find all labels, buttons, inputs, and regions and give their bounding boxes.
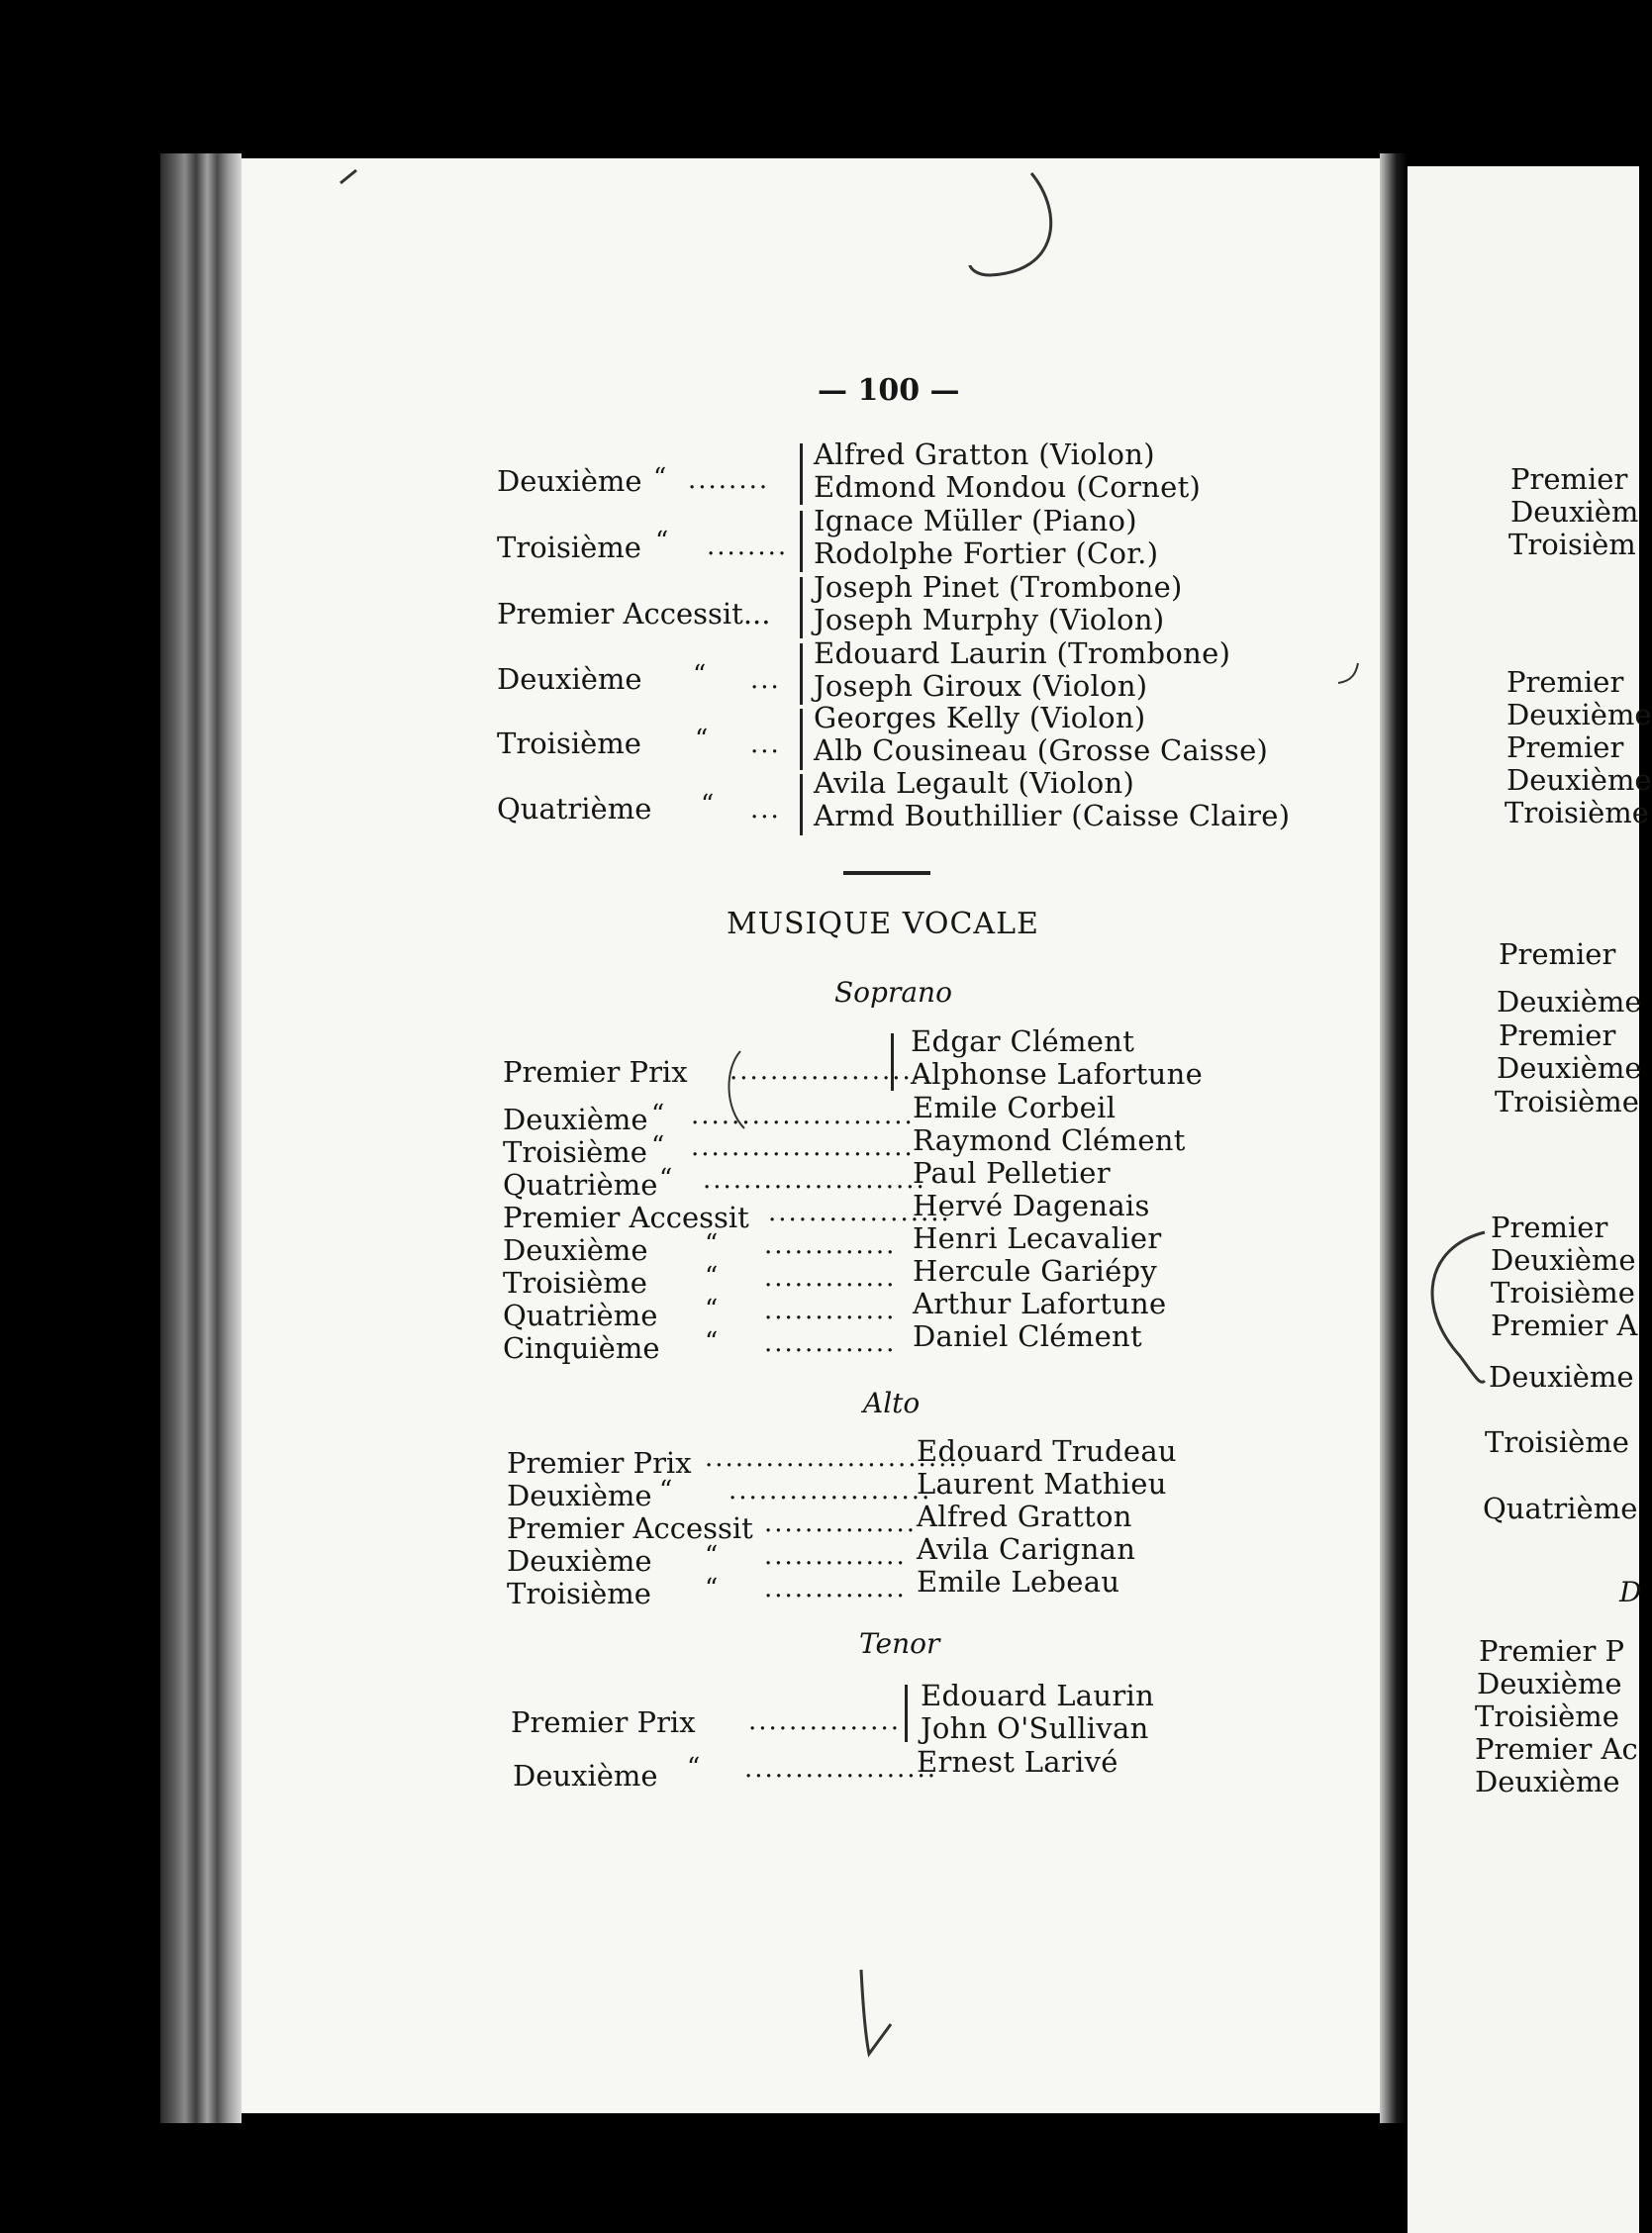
rank-label: Troisième bbox=[497, 727, 641, 760]
rank-label: Deuxième bbox=[503, 1103, 648, 1136]
winner-name: Emile Corbeil bbox=[913, 1091, 1117, 1124]
facing-line: Quatrième bbox=[1483, 1492, 1638, 1525]
brace bbox=[800, 643, 813, 705]
facing-line: Premier bbox=[1499, 1019, 1616, 1052]
winner-name: Henri Lecavalier bbox=[913, 1221, 1162, 1255]
winner-name: Alfred Gratton bbox=[917, 1500, 1132, 1533]
ditto-mark: “ bbox=[695, 725, 709, 754]
ditto-mark: “ bbox=[659, 1476, 673, 1505]
winner-name: Rodolphe Fortier (Cor.) bbox=[814, 536, 1159, 570]
winner-name: Arthur Lafortune bbox=[913, 1287, 1167, 1320]
subsection-heading: Soprano bbox=[834, 976, 952, 1009]
facing-line: Deuxième bbox=[1506, 763, 1652, 797]
leader-dots: ........ bbox=[707, 532, 789, 561]
leader-dots: .............. bbox=[764, 1574, 907, 1603]
winner-name: Georges Kelly (Violon) bbox=[814, 701, 1146, 734]
leader-dots: .............. bbox=[764, 1541, 907, 1571]
winner-name: Joseph Murphy (Violon) bbox=[814, 603, 1165, 636]
subsection-heading: Tenor bbox=[859, 1627, 940, 1660]
winner-name: Ignace Müller (Piano) bbox=[814, 504, 1137, 537]
facing-line: Troisième bbox=[1475, 1699, 1619, 1733]
facing-line: Troisièm bbox=[1508, 528, 1636, 561]
winner-name: Avila Carignan bbox=[917, 1532, 1136, 1566]
section-divider bbox=[843, 871, 930, 875]
ditto-mark: “ bbox=[705, 1295, 719, 1324]
leader-dots: ............. bbox=[764, 1328, 897, 1358]
brace bbox=[800, 577, 813, 638]
winner-name: Avila Legault (Violon) bbox=[814, 766, 1135, 800]
leader-dots: ...................... bbox=[691, 1132, 915, 1162]
ditto-mark: “ bbox=[651, 1100, 665, 1129]
winner-name: Hervé Dagenais bbox=[913, 1189, 1150, 1222]
winner-name: Raymond Clément bbox=[913, 1123, 1186, 1157]
facing-line: D bbox=[1619, 1576, 1642, 1608]
ditto-mark: “ bbox=[705, 1229, 719, 1259]
rank-label: Troisième bbox=[503, 1266, 647, 1300]
rank-label: Premier Prix bbox=[511, 1705, 696, 1739]
winner-name: Hercule Gariépy bbox=[913, 1254, 1158, 1288]
ditto-mark: “ bbox=[705, 1541, 719, 1571]
rank-label: Deuxième bbox=[507, 1544, 652, 1578]
leader-dots: ............. bbox=[764, 1263, 897, 1293]
rank-label: Cinquième bbox=[503, 1331, 660, 1365]
winner-name: Paul Pelletier bbox=[913, 1156, 1111, 1190]
facing-line: Troisième bbox=[1491, 1276, 1635, 1310]
ditto-mark: “ bbox=[705, 1327, 719, 1357]
leader-dots: ...................... bbox=[703, 1165, 926, 1195]
rank-label: Quatrième bbox=[503, 1299, 658, 1332]
rank-label: Deuxième bbox=[513, 1759, 658, 1793]
winner-name: Alphonse Lafortune bbox=[911, 1057, 1204, 1091]
facing-line: Deuxième bbox=[1497, 985, 1642, 1019]
facing-line: Premier Ac bbox=[1475, 1732, 1638, 1766]
rank-label: Deuxième bbox=[503, 1233, 648, 1267]
ditto-mark: “ bbox=[655, 527, 669, 556]
leader-dots: ............. bbox=[764, 1230, 897, 1260]
leader-dots: ............. bbox=[764, 1296, 897, 1325]
facing-line: Premier P bbox=[1479, 1634, 1625, 1668]
ditto-mark: “ bbox=[705, 1262, 719, 1292]
winner-name: Alb Cousineau (Grosse Caisse) bbox=[814, 733, 1269, 767]
rank-label: Troisième bbox=[497, 531, 641, 564]
leader-dots: ............... bbox=[764, 1508, 917, 1538]
facing-line: Premier bbox=[1506, 730, 1624, 764]
facing-line: Premier bbox=[1510, 462, 1628, 496]
book-gutter bbox=[1380, 153, 1408, 2123]
rank-label: Troisième bbox=[507, 1577, 651, 1610]
rank-label: Deuxième bbox=[497, 662, 642, 696]
winner-name: Emile Lebeau bbox=[917, 1565, 1120, 1599]
facing-line: Deuxième bbox=[1491, 1243, 1636, 1277]
ditto-mark: “ bbox=[693, 660, 707, 690]
facing-line: Deuxième bbox=[1506, 698, 1652, 731]
leader-dots: ........ bbox=[688, 465, 770, 495]
leader-dots: ... bbox=[750, 729, 781, 759]
facing-line: Premier bbox=[1499, 937, 1616, 971]
brace bbox=[891, 1033, 904, 1091]
rank-label: Premier Prix bbox=[503, 1055, 688, 1089]
facing-line: Troisième bbox=[1495, 1085, 1639, 1118]
rank-label: Premier Prix bbox=[507, 1446, 692, 1480]
ditto-mark: “ bbox=[653, 463, 667, 493]
brace bbox=[800, 709, 813, 770]
facing-line: Deuxième bbox=[1497, 1051, 1642, 1085]
brace bbox=[800, 774, 813, 835]
facing-line: Deuxièm bbox=[1510, 495, 1639, 529]
leader-dots: .................... bbox=[729, 1476, 932, 1505]
facing-line: Premier A bbox=[1491, 1309, 1638, 1342]
facing-line: Troisième bbox=[1485, 1425, 1629, 1459]
winner-name: Edgar Clément bbox=[911, 1024, 1135, 1058]
facing-line: Troisième bbox=[1505, 796, 1649, 829]
winner-name: Daniel Clément bbox=[913, 1319, 1142, 1353]
facing-line: Premier bbox=[1506, 665, 1624, 699]
rank-label: Premier Accessit bbox=[503, 1201, 749, 1234]
page-number: — 100 — bbox=[818, 373, 960, 408]
rank-label: Quatrième bbox=[497, 792, 652, 825]
leader-dots: ................... bbox=[744, 1754, 938, 1784]
winner-name: Edmond Mondou (Cornet) bbox=[814, 470, 1202, 504]
facing-line: Deuxième bbox=[1475, 1765, 1620, 1798]
ditto-mark: “ bbox=[659, 1164, 673, 1194]
facing-line: Deuxième bbox=[1477, 1667, 1622, 1700]
winner-name: Edouard Laurin bbox=[921, 1679, 1155, 1712]
ditto-mark: “ bbox=[651, 1131, 665, 1161]
facing-line: Premier bbox=[1491, 1211, 1608, 1244]
winner-name: Joseph Giroux (Violon) bbox=[814, 669, 1148, 703]
winner-name: Edouard Trudeau bbox=[917, 1434, 1177, 1468]
winner-name: Armd Bouthillier (Caisse Claire) bbox=[814, 799, 1291, 832]
winner-name: Edouard Laurin (Trombone) bbox=[814, 636, 1231, 670]
rank-label: Troisième bbox=[503, 1135, 647, 1169]
facing-line: Deuxième bbox=[1489, 1360, 1634, 1394]
ditto-mark: “ bbox=[687, 1753, 701, 1783]
brace bbox=[905, 1685, 918, 1742]
subsection-heading: Alto bbox=[863, 1387, 921, 1419]
leader-dots: .................. bbox=[768, 1198, 951, 1227]
leader-dots: .......................... bbox=[705, 1443, 969, 1473]
section-title: MUSIQUE VOCALE bbox=[727, 907, 1039, 941]
leader-dots: .................... bbox=[729, 1056, 933, 1086]
book-spine bbox=[160, 153, 242, 2123]
leader-dots: ... bbox=[750, 795, 781, 825]
winner-name: Alfred Gratton (Violon) bbox=[814, 437, 1155, 471]
brace bbox=[800, 511, 813, 572]
rank-label: Premier Accessit bbox=[507, 1511, 753, 1545]
brace bbox=[800, 443, 813, 505]
winner-name: Joseph Pinet (Trombone) bbox=[814, 570, 1183, 604]
ditto-mark: “ bbox=[701, 790, 715, 820]
leader-dots: ............... bbox=[748, 1706, 901, 1736]
rank-label: Quatrième bbox=[503, 1168, 658, 1202]
winner-name: Ernest Larivé bbox=[917, 1745, 1118, 1779]
winner-name: John O'Sullivan bbox=[921, 1711, 1149, 1745]
leader-dots: ...................... bbox=[691, 1101, 915, 1130]
rank-label: Deuxième bbox=[497, 464, 642, 498]
ditto-mark: “ bbox=[705, 1574, 719, 1603]
rank-label: Deuxième bbox=[507, 1479, 652, 1512]
winner-name: Laurent Mathieu bbox=[917, 1467, 1167, 1501]
leader-dots: ... bbox=[750, 665, 781, 695]
rank-label: Premier Accessit... bbox=[497, 597, 771, 631]
